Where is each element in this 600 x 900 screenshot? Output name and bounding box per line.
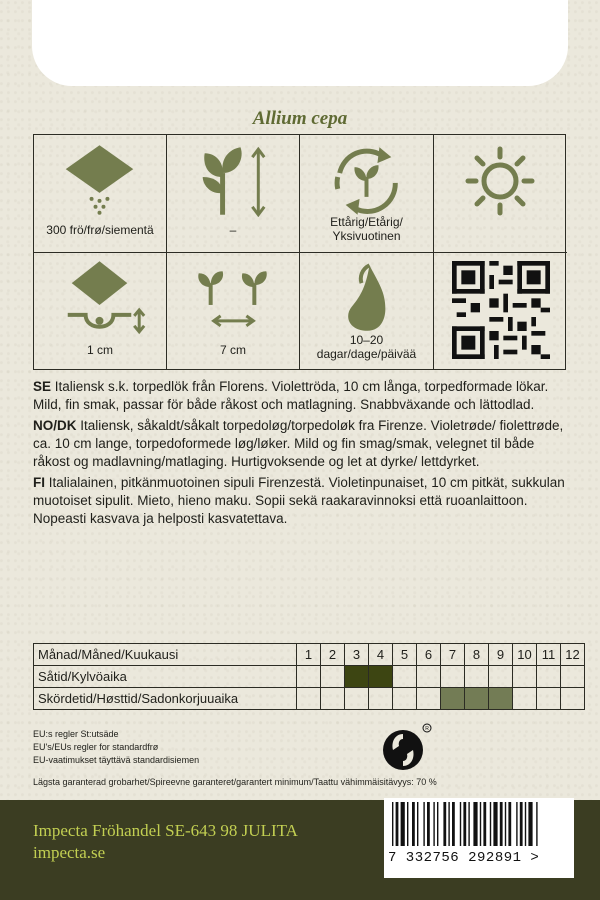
month-7: 7: [441, 644, 465, 666]
sowing-row: [34, 666, 585, 688]
growing-calendar: [33, 643, 585, 710]
text-fi: Italialainen, pitkänmuotoinen sipuli Firenzestä. Violetinpunaiset, 10 cm pitkät, sukkulan muotoiset sipulit. Mieto, hieno maku. Sopii sekä raakaravinnoksi että ruoanlaittoon. Nopeasti kasvava ja helposti kasvatettava.: [33, 475, 565, 526]
barcode-bar: [427, 802, 430, 846]
seeds-cell: [34, 135, 167, 253]
calendar-header: Månad/Måned/Kuukausi: [34, 644, 297, 666]
sowing-cell: [297, 666, 321, 688]
barcode-bar: [437, 802, 438, 846]
month-11: 11: [537, 644, 561, 666]
barcode-bar: [401, 802, 405, 846]
month-5: 5: [393, 644, 417, 666]
description-fi: [33, 474, 573, 528]
company-address: [33, 820, 298, 864]
barcode-bar: [520, 802, 523, 846]
hanger-cutout: [32, 0, 568, 86]
plant-spacing: 7 cm: [219, 343, 246, 357]
harvest-row: [34, 688, 585, 710]
spacing-cell: [167, 253, 300, 369]
plant-spacing-icon: [167, 261, 299, 335]
text-se: Italiensk s.k. torpedlök från Florens. Violettröda, 10 cm långa, torpedformade lökar. Mild, fin smak, passar för både råkost och matlagning. Snabbväxande och lättodlad.: [33, 379, 549, 412]
barcode-number: 7 332756 292891 >: [388, 850, 540, 866]
harvest-cell: [369, 688, 393, 710]
lifecycle-line-1: Ettårig/Etårig/: [330, 215, 403, 229]
barcode-bar: [473, 802, 477, 846]
company-name: Impecta Fröhandel SE-643 98 JULITA: [33, 821, 298, 840]
text-nodk: Italiensk, såkaldt/såkalt torpedoløg/torpedoløk fra Firenze. Violetrøde/ fiolettrøde, ca. 10 cm lange, torpedoformede løg/løker. Mild og fin smag/smak, velegnet til både råkost og madlavning/matlaging. Hurtigvoksende og let at dyrke/ lettdyrket.: [33, 418, 564, 469]
harvest-cell: [393, 688, 417, 710]
barcode-bar: [516, 802, 517, 846]
company-website[interactable]: impecta.se: [33, 843, 106, 862]
barcode-bar: [392, 802, 393, 846]
lang-code-nodk: NO/DK: [33, 418, 77, 433]
sowing-cell: [561, 666, 585, 688]
barcode-bars: [384, 798, 574, 848]
lifecycle-line-2: Yksivuotinen: [332, 229, 401, 243]
sowing-cell: [417, 666, 441, 688]
month-9: 9: [489, 644, 513, 666]
sowing-depth-icon: [34, 261, 166, 335]
germination-text: [300, 333, 433, 361]
barcode-bar: [525, 802, 526, 846]
sowing-cell: [465, 666, 489, 688]
svg-text:R: R: [425, 726, 429, 732]
month-6: 6: [417, 644, 441, 666]
barcode-bar: [396, 802, 399, 846]
barcode-bar: [493, 802, 497, 846]
sun-icon: [434, 143, 567, 217]
sowing-cell: [345, 666, 369, 688]
description-nodk: [33, 417, 573, 471]
seed-packet-icon: [34, 143, 166, 217]
barcode-bar: [443, 802, 446, 846]
sowing-depth: 1 cm: [86, 343, 113, 357]
month-8: 8: [465, 644, 489, 666]
barcode-bar: [528, 802, 532, 846]
harvest-cell: [297, 688, 321, 710]
harvest-cell: [465, 688, 489, 710]
barcode-bar: [508, 802, 511, 846]
sowing-label: Såtid/Kylvöaika: [34, 666, 297, 688]
germination-unit: dagar/dage/päivää: [316, 347, 417, 361]
harvest-cell: [417, 688, 441, 710]
barcode-bar: [500, 802, 503, 846]
plant-height: –: [229, 223, 237, 237]
eu-line-fi: EU-vaatimukset täyttävä standardisiemen: [33, 755, 200, 765]
calendar-header-row: [34, 644, 585, 666]
barcode-bar: [468, 802, 469, 846]
harvest-cell: [321, 688, 345, 710]
seed-count: 300 frö/frø/siementä: [46, 223, 154, 237]
month-10: 10: [513, 644, 537, 666]
month-3: 3: [345, 644, 369, 666]
harvest-cell: [537, 688, 561, 710]
barcode-bar: [483, 802, 486, 846]
sowing-cell: [537, 666, 561, 688]
lang-code-fi: FI: [33, 475, 45, 490]
height-cell: [167, 135, 300, 253]
barcode-bar: [417, 802, 418, 846]
barcode-bar: [460, 802, 461, 846]
sprout-icon: [300, 261, 433, 335]
barcode-bar: [407, 802, 408, 846]
barcode-bar: [412, 802, 415, 846]
month-2: 2: [321, 644, 345, 666]
green-dot-logo: [381, 722, 433, 774]
barcode-bar: [480, 802, 481, 846]
plant-height-icon: [167, 143, 299, 217]
barcode: [384, 798, 574, 878]
eu-line-se: EU:s regler St:utsäde: [33, 729, 119, 739]
barcode-bar: [463, 802, 466, 846]
barcode-bar: [536, 802, 537, 846]
harvest-label: Skördetid/Høsttid/Sadonkorjuuaika: [34, 688, 297, 710]
sowing-cell: [489, 666, 513, 688]
qr-cell: [434, 253, 567, 369]
barcode-bar: [505, 802, 506, 846]
description-se: [33, 378, 573, 414]
barcode-bar: [433, 802, 434, 846]
harvest-cell: [513, 688, 537, 710]
sowing-cell: [369, 666, 393, 688]
lang-code-se: SE: [33, 379, 52, 394]
depth-cell: [34, 253, 167, 369]
qr-code[interactable]: [452, 261, 550, 359]
lifecycle-cell: [300, 135, 434, 253]
lifecycle-text: [300, 215, 433, 243]
description: [33, 378, 573, 531]
info-grid: [33, 134, 566, 370]
sowing-cell: [441, 666, 465, 688]
barcode-bar: [490, 802, 491, 846]
germination-cell: [300, 253, 434, 369]
sun-cell: [434, 135, 567, 253]
sowing-cell: [513, 666, 537, 688]
barcode-bar: [452, 802, 455, 846]
germination-days: 10–20: [349, 333, 384, 347]
month-1: 1: [297, 644, 321, 666]
harvest-cell: [489, 688, 513, 710]
harvest-cell: [441, 688, 465, 710]
harvest-cell: [561, 688, 585, 710]
sowing-cell: [321, 666, 345, 688]
harvest-cell: [345, 688, 369, 710]
month-12: 12: [561, 644, 585, 666]
eu-line-nodk: EU's/EUs regler for standardfrø: [33, 742, 159, 752]
lifecycle-icon: [300, 143, 433, 217]
sowing-cell: [393, 666, 417, 688]
month-4: 4: [369, 644, 393, 666]
barcode-bar: [423, 802, 424, 846]
germination-guarantee: Lägsta garanterad grobarhet/Spireevne garanteret/garantert minimum/Taattu vähimmäisitävyys: 70 %: [33, 777, 437, 787]
eu-regulations: [33, 728, 199, 767]
latin-name: Allium cepa: [252, 108, 348, 129]
barcode-bar: [448, 802, 449, 846]
